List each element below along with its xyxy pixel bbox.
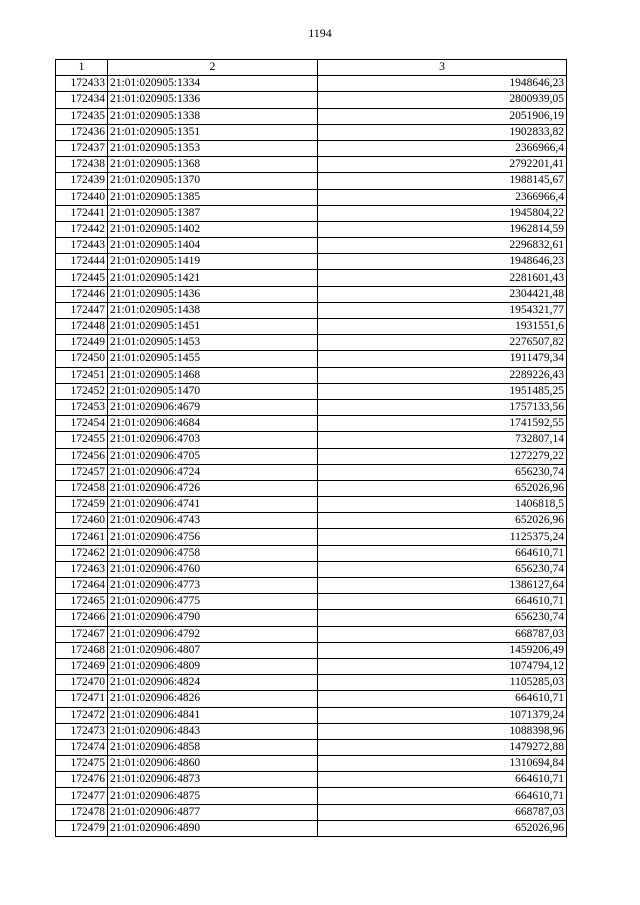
cadastral-number-cell: 21:01:020905:1334 [108, 76, 318, 92]
cadastral-number-cell: 21:01:020905:1402 [108, 221, 318, 237]
table-row [56, 189, 567, 205]
cadastral-number-cell: 21:01:020906:4758 [108, 545, 318, 561]
cadastral-number-cell: 21:01:020905:1470 [108, 383, 318, 399]
row-number-cell: 172446 [56, 286, 108, 302]
value-cell: 2276507,82 [318, 335, 567, 351]
cadastral-number-cell: 21:01:020905:1336 [108, 92, 318, 108]
cadastral-number-cell: 21:01:020906:4826 [108, 691, 318, 707]
table-row [56, 124, 567, 140]
cadastral-number-cell: 21:01:020906:4792 [108, 626, 318, 642]
table-row [56, 739, 567, 755]
value-cell: 1272279,22 [318, 448, 567, 464]
row-number-cell: 172477 [56, 788, 108, 804]
row-number-cell: 172437 [56, 140, 108, 156]
table-row [56, 335, 567, 351]
value-cell: 1088398,96 [318, 723, 567, 739]
table-row [56, 756, 567, 772]
value-cell: 1406818,5 [318, 497, 567, 513]
cadastral-number-cell: 21:01:020906:4703 [108, 432, 318, 448]
value-cell: 656230,74 [318, 561, 567, 577]
cadastral-number-cell: 21:01:020905:1453 [108, 335, 318, 351]
page-number: 1194 [308, 26, 332, 40]
table-row [56, 319, 567, 335]
row-number-cell: 172472 [56, 707, 108, 723]
row-number-cell: 172444 [56, 254, 108, 270]
table-row [56, 772, 567, 788]
value-cell: 664610,71 [318, 788, 567, 804]
table-row [56, 302, 567, 318]
row-number-cell: 172439 [56, 173, 108, 189]
value-cell: 656230,74 [318, 610, 567, 626]
cadastral-number-cell: 21:01:020906:4756 [108, 529, 318, 545]
header-row [56, 60, 567, 76]
row-number-cell: 172464 [56, 578, 108, 594]
table-row [56, 383, 567, 399]
row-number-cell: 172475 [56, 756, 108, 772]
table-row [56, 788, 567, 804]
table-row [56, 286, 567, 302]
row-number-cell: 172458 [56, 480, 108, 496]
value-cell: 1459206,49 [318, 642, 567, 658]
row-number-cell: 172468 [56, 642, 108, 658]
value-cell: 1741592,55 [318, 416, 567, 432]
cadastral-number-cell: 21:01:020905:1436 [108, 286, 318, 302]
table-row [56, 480, 567, 496]
value-cell: 2304421,48 [318, 286, 567, 302]
table-row [56, 205, 567, 221]
cadastral-number-cell: 21:01:020905:1368 [108, 157, 318, 173]
value-cell: 656230,74 [318, 464, 567, 480]
value-cell: 1911479,34 [318, 351, 567, 367]
row-number-cell: 172465 [56, 594, 108, 610]
cadastral-number-cell: 21:01:020905:1404 [108, 238, 318, 254]
cadastral-number-cell: 21:01:020906:4873 [108, 772, 318, 788]
value-cell: 668787,03 [318, 804, 567, 820]
table-row [56, 820, 567, 836]
cadastral-number-cell: 21:01:020906:4724 [108, 464, 318, 480]
value-cell: 1479272,88 [318, 739, 567, 755]
table-row [56, 578, 567, 594]
value-cell: 1962814,59 [318, 221, 567, 237]
row-number-cell: 172473 [56, 723, 108, 739]
table-row [56, 529, 567, 545]
row-number-cell: 172448 [56, 319, 108, 335]
row-number-cell: 172449 [56, 335, 108, 351]
row-number-cell: 172433 [56, 76, 108, 92]
cadastral-number-cell: 21:01:020905:1351 [108, 124, 318, 140]
cadastral-number-cell: 21:01:020906:4684 [108, 416, 318, 432]
row-number-cell: 172474 [56, 739, 108, 755]
row-number-cell: 172470 [56, 675, 108, 691]
value-cell: 1125375,24 [318, 529, 567, 545]
cadastral-number-cell: 21:01:020905:1385 [108, 189, 318, 205]
cadastral-number-cell: 21:01:020905:1419 [108, 254, 318, 270]
cadastral-number-cell: 21:01:020906:4679 [108, 399, 318, 415]
value-cell: 1310694,84 [318, 756, 567, 772]
value-cell: 652026,96 [318, 513, 567, 529]
value-cell: 652026,96 [318, 820, 567, 836]
value-cell: 1105285,03 [318, 675, 567, 691]
row-number-cell: 172450 [56, 351, 108, 367]
value-cell: 664610,71 [318, 545, 567, 561]
cadastral-number-cell: 21:01:020906:4877 [108, 804, 318, 820]
table-row [56, 594, 567, 610]
row-number-cell: 172476 [56, 772, 108, 788]
table-row [56, 221, 567, 237]
value-cell: 2792201,41 [318, 157, 567, 173]
value-cell: 664610,71 [318, 594, 567, 610]
row-number-cell: 172457 [56, 464, 108, 480]
cadastral-number-cell: 21:01:020905:1387 [108, 205, 318, 221]
table-row [56, 351, 567, 367]
value-cell: 664610,71 [318, 691, 567, 707]
value-cell: 732807,14 [318, 432, 567, 448]
cadastral-number-cell: 21:01:020905:1455 [108, 351, 318, 367]
row-number-cell: 172452 [56, 383, 108, 399]
row-number-cell: 172442 [56, 221, 108, 237]
row-number-cell: 172478 [56, 804, 108, 820]
value-cell: 668787,03 [318, 626, 567, 642]
data-table [55, 59, 567, 837]
row-number-cell: 172453 [56, 399, 108, 415]
column-header-3: 3 [318, 60, 567, 76]
row-number-cell: 172440 [56, 189, 108, 205]
table-row [56, 416, 567, 432]
table-row [56, 626, 567, 642]
cadastral-number-cell: 21:01:020905:1451 [108, 319, 318, 335]
table-row [56, 464, 567, 480]
row-number-cell: 172461 [56, 529, 108, 545]
table-row [56, 270, 567, 286]
cadastral-number-cell: 21:01:020906:4760 [108, 561, 318, 577]
value-cell: 1757133,56 [318, 399, 567, 415]
row-number-cell: 172443 [56, 238, 108, 254]
cadastral-number-cell: 21:01:020906:4705 [108, 448, 318, 464]
row-number-cell: 172455 [56, 432, 108, 448]
column-header-2: 2 [108, 60, 318, 76]
table-row [56, 610, 567, 626]
table-row [56, 707, 567, 723]
table-row [56, 367, 567, 383]
value-cell: 2289226,43 [318, 367, 567, 383]
table-row [56, 658, 567, 674]
row-number-cell: 172438 [56, 157, 108, 173]
row-number-cell: 172454 [56, 416, 108, 432]
table-row [56, 691, 567, 707]
cadastral-number-cell: 21:01:020906:4860 [108, 756, 318, 772]
table-row [56, 238, 567, 254]
row-number-cell: 172441 [56, 205, 108, 221]
row-number-cell: 172466 [56, 610, 108, 626]
row-number-cell: 172469 [56, 658, 108, 674]
row-number-cell: 172456 [56, 448, 108, 464]
table-row [56, 561, 567, 577]
row-number-cell: 172451 [56, 367, 108, 383]
value-cell: 2051906,19 [318, 108, 567, 124]
cadastral-number-cell: 21:01:020906:4741 [108, 497, 318, 513]
table-row [56, 173, 567, 189]
row-number-cell: 172471 [56, 691, 108, 707]
value-cell: 652026,96 [318, 480, 567, 496]
row-number-cell: 172435 [56, 108, 108, 124]
cadastral-number-cell: 21:01:020906:4775 [108, 594, 318, 610]
table-row [56, 642, 567, 658]
table-row [56, 497, 567, 513]
cadastral-number-cell: 21:01:020905:1370 [108, 173, 318, 189]
cadastral-number-cell: 21:01:020905:1468 [108, 367, 318, 383]
value-cell: 1948646,23 [318, 76, 567, 92]
value-cell: 2366966,4 [318, 189, 567, 205]
cadastral-number-cell: 21:01:020905:1421 [108, 270, 318, 286]
value-cell: 1988145,67 [318, 173, 567, 189]
table-row [56, 448, 567, 464]
value-cell: 2296832,61 [318, 238, 567, 254]
value-cell: 1931551,6 [318, 319, 567, 335]
cadastral-number-cell: 21:01:020906:4858 [108, 739, 318, 755]
row-number-cell: 172460 [56, 513, 108, 529]
value-cell: 1951485,25 [318, 383, 567, 399]
cadastral-number-cell: 21:01:020906:4773 [108, 578, 318, 594]
row-number-cell: 172463 [56, 561, 108, 577]
table-row [56, 92, 567, 108]
cadastral-number-cell: 21:01:020906:4890 [108, 820, 318, 836]
table-row [56, 723, 567, 739]
table-row [56, 108, 567, 124]
table-row [56, 76, 567, 92]
table-row [56, 545, 567, 561]
cadastral-number-cell: 21:01:020906:4807 [108, 642, 318, 658]
row-number-cell: 172462 [56, 545, 108, 561]
value-cell: 664610,71 [318, 772, 567, 788]
table-row [56, 513, 567, 529]
value-cell: 1945804,22 [318, 205, 567, 221]
value-cell: 1954321,77 [318, 302, 567, 318]
table-row [56, 432, 567, 448]
value-cell: 1902833,82 [318, 124, 567, 140]
cadastral-number-cell: 21:01:020905:1438 [108, 302, 318, 318]
cadastral-number-cell: 21:01:020906:4875 [108, 788, 318, 804]
cadastral-number-cell: 21:01:020906:4726 [108, 480, 318, 496]
value-cell: 1948646,23 [318, 254, 567, 270]
cadastral-number-cell: 21:01:020905:1338 [108, 108, 318, 124]
row-number-cell: 172479 [56, 820, 108, 836]
cadastral-number-cell: 21:01:020906:4743 [108, 513, 318, 529]
value-cell: 1386127,64 [318, 578, 567, 594]
cadastral-number-cell: 21:01:020906:4841 [108, 707, 318, 723]
value-cell: 1074794,12 [318, 658, 567, 674]
table-row [56, 254, 567, 270]
cadastral-number-cell: 21:01:020906:4843 [108, 723, 318, 739]
row-number-cell: 172436 [56, 124, 108, 140]
row-number-cell: 172434 [56, 92, 108, 108]
cadastral-number-cell: 21:01:020906:4790 [108, 610, 318, 626]
table-header [56, 60, 567, 76]
cadastral-number-cell: 21:01:020906:4809 [108, 658, 318, 674]
value-cell: 2281601,43 [318, 270, 567, 286]
column-header-1: 1 [56, 60, 108, 76]
value-cell: 2800939,05 [318, 92, 567, 108]
table-row [56, 157, 567, 173]
table-row [56, 140, 567, 156]
row-number-cell: 172447 [56, 302, 108, 318]
value-cell: 1071379,24 [318, 707, 567, 723]
cadastral-number-cell: 21:01:020906:4824 [108, 675, 318, 691]
row-number-cell: 172459 [56, 497, 108, 513]
table-row [56, 399, 567, 415]
row-number-cell: 172467 [56, 626, 108, 642]
table-row [56, 804, 567, 820]
table-row [56, 675, 567, 691]
table-body [56, 76, 567, 837]
value-cell: 2366966,4 [318, 140, 567, 156]
cadastral-number-cell: 21:01:020905:1353 [108, 140, 318, 156]
row-number-cell: 172445 [56, 270, 108, 286]
